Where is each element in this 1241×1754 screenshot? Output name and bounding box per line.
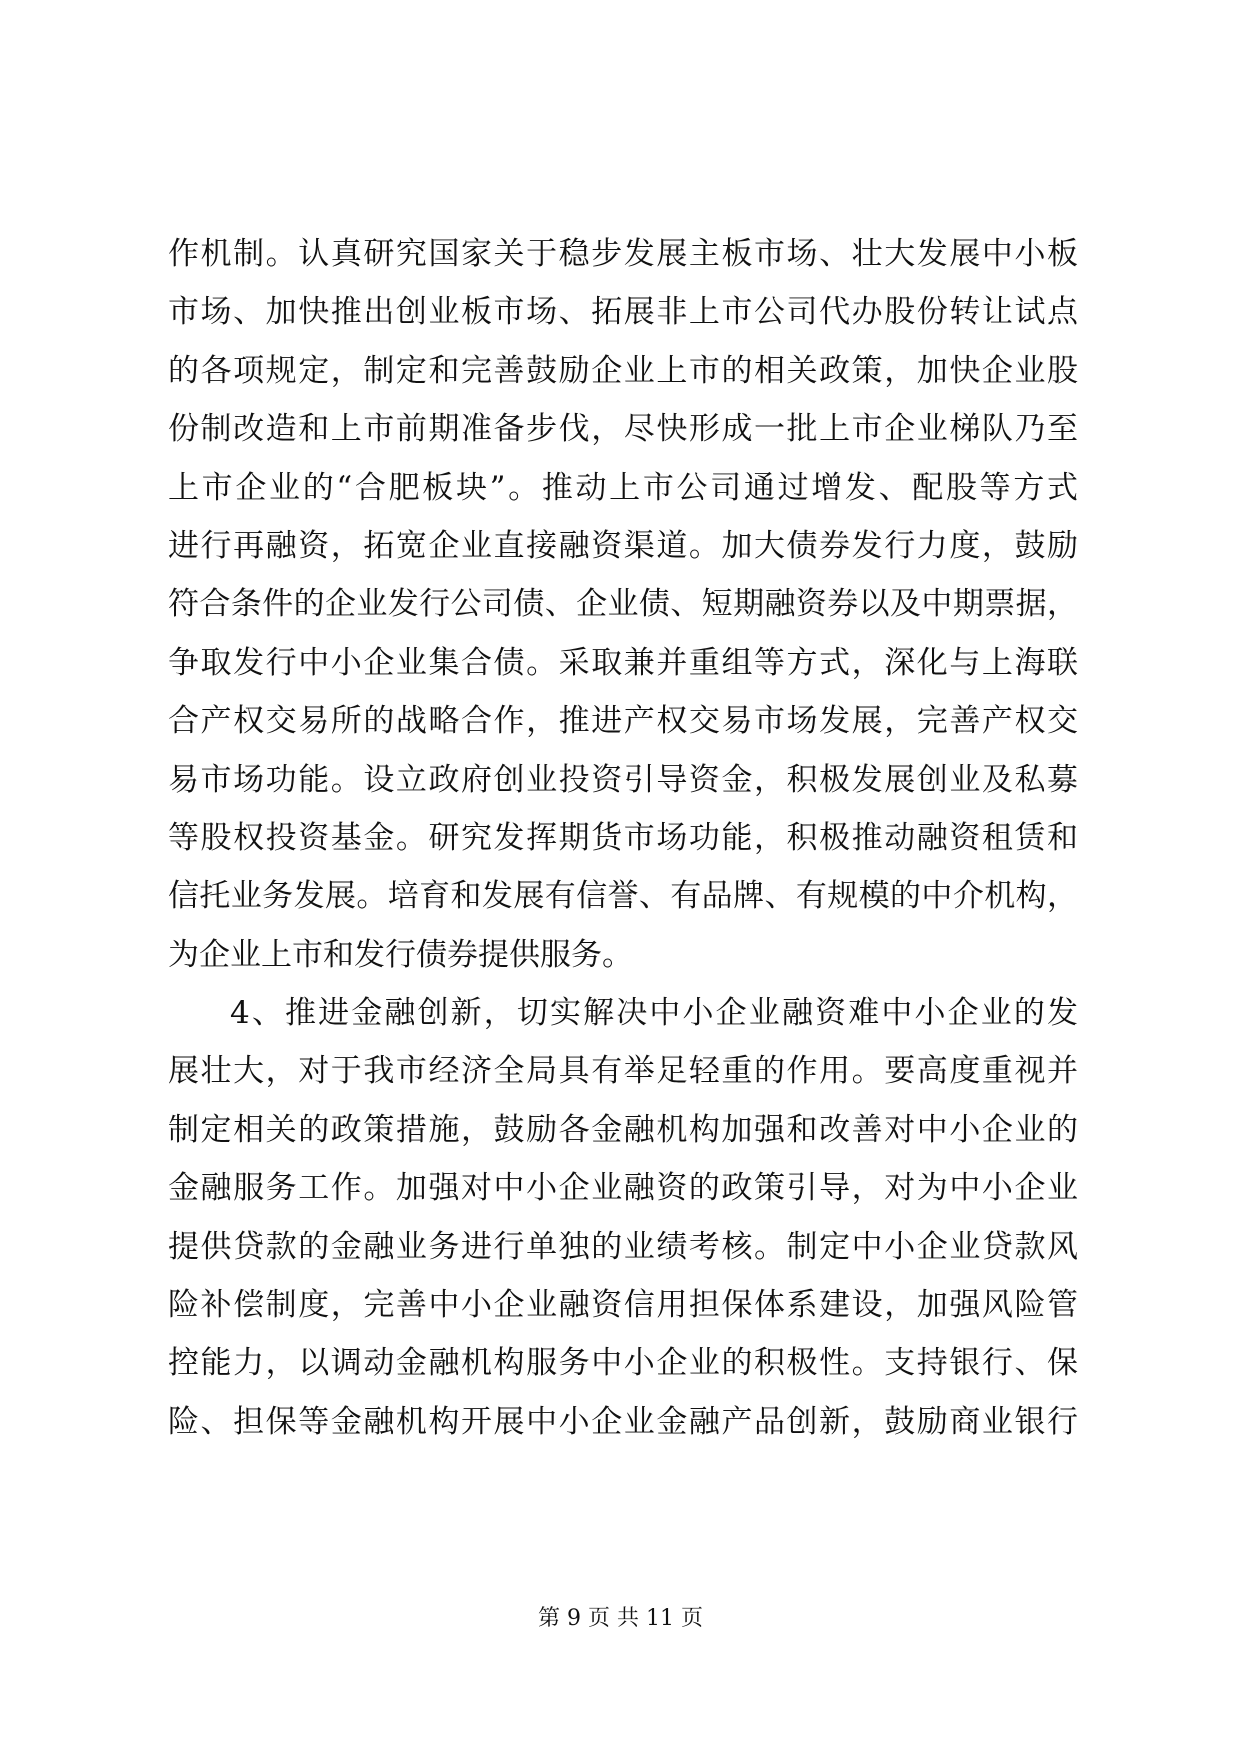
text-line: 险补偿制度，完善中小企业融资信用担保体系建设，加强风险管: [168, 1287, 1078, 1324]
page-number: 第 9 页 共 11 页: [538, 1606, 703, 1631]
text-line: 控能力，以调动金融机构服务中小企业的积极性。支持银行、保: [168, 1345, 1078, 1382]
paragraph-2: [168, 984, 1078, 1451]
text-line: 等股权投资基金。研究发挥期货市场功能，积极推动融资租赁和: [168, 819, 1078, 856]
text-line: 争取发行中小企业集合债。采取兼并重组等方式，深化与上海联: [168, 644, 1078, 681]
text-line: 易市场功能。设立政府创业投资引导资金，积极发展创业及私募: [168, 761, 1078, 798]
text-line: 提供贷款的金融业务进行单独的业绩考核。制定中小企业贷款风: [168, 1228, 1078, 1265]
text-line: 4、推进金融创新，切实解决中小企业融资难中小企业的发: [230, 995, 1078, 1032]
text-line: 展壮大，对于我市经济全局具有举足轻重的作用。要高度重视并: [168, 1053, 1078, 1090]
paragraph-1: [168, 225, 1078, 984]
text-line: 作机制。认真研究国家关于稳步发展主板市场、壮大发展中小板: [168, 236, 1078, 272]
text-line: 制定相关的政策措施，鼓励各金融机构加强和改善对中小企业的: [168, 1111, 1078, 1148]
document-body: [168, 225, 1078, 1451]
text-line: 市场、加快推出创业板市场、拓展非上市公司代办股份转让试点: [168, 294, 1078, 331]
text-line: 的各项规定，制定和完善鼓励企业上市的相关政策，加快企业股: [168, 352, 1078, 389]
text-line: 金融服务工作。加强对中小企业融资的政策引导，对为中小企业: [168, 1170, 1078, 1207]
text-line: 上市企业的“合肥板块”。推动上市公司通过增发、配股等方式: [168, 469, 1078, 506]
text-line: 合产权交易所的战略合作，推进产权交易市场发展，完善产权交: [168, 703, 1078, 740]
text-line: 进行再融资，拓宽企业直接融资渠道。加大债券发行力度，鼓励: [168, 527, 1078, 564]
text-line: 符合条件的企业发行公司债、企业债、短期融资券以及中期票据，: [168, 586, 1078, 623]
text-line: 险、担保等金融机构开展中小企业金融产品创新，鼓励商业银行: [168, 1403, 1078, 1440]
text-line: 信托业务发展。培育和发展有信誉、有品牌、有规模的中介机构，: [168, 878, 1078, 915]
text-line: 为企业上市和发行债券提供服务。: [168, 936, 633, 973]
text-line: 份制改造和上市前期准备步伐，尽快形成一批上市企业梯队乃至: [168, 411, 1078, 448]
